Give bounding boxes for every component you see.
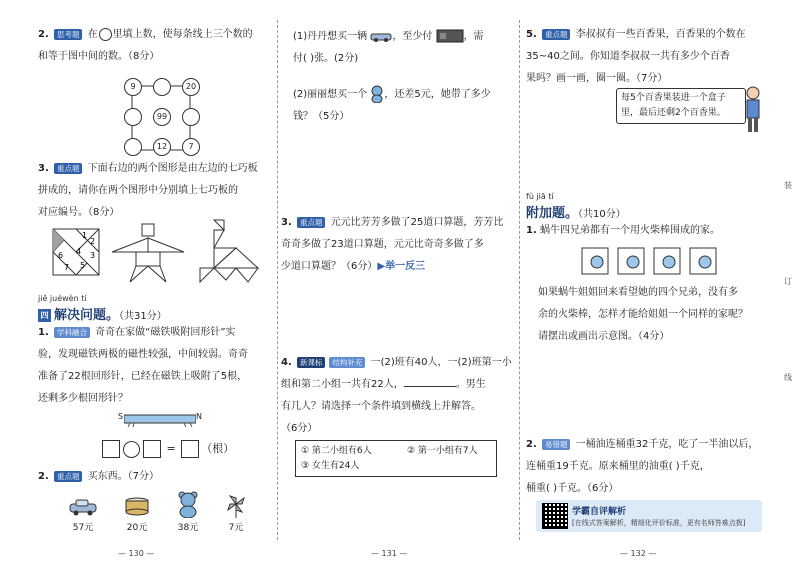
grid-circle-empty bbox=[124, 138, 142, 156]
option-3[interactable]: ③ 女生有24人 bbox=[301, 461, 360, 471]
question-3: 3. 重点题 下面右边的两个图形是由左边的七巧板 拼成的，请你在两个图形中分别填上七巧板的 对应编号。（8分） bbox=[38, 163, 258, 218]
think-tag: 思考题 bbox=[54, 29, 83, 40]
key-tag: 重点题 bbox=[54, 163, 83, 174]
related-practice-link[interactable]: ▶举一反三 bbox=[377, 261, 426, 272]
extra-question-1-body: 如果蜗牛姐姐回来看望她的四个兄弟，没有多 余的火柴棒，怎样才能给姐姐一个同样的家呢？ 请摆出或画出示意图。（4分） bbox=[538, 287, 748, 342]
grid-circle-20: 20 bbox=[182, 78, 200, 96]
price-bear: 38元 bbox=[177, 523, 199, 533]
banknote-icon bbox=[436, 29, 464, 43]
teddy-bear-image bbox=[176, 490, 200, 518]
extra-question-1: 1. 蜗牛四兄弟都有一个用火柴棒围成的家。 bbox=[526, 225, 720, 236]
grid-circle-empty bbox=[182, 108, 200, 126]
page-number: — 130 — bbox=[118, 549, 155, 558]
cross-subject-tag: 学科融合 bbox=[54, 327, 90, 338]
column-divider bbox=[519, 20, 520, 540]
key-tag: 重点题 bbox=[297, 217, 326, 228]
option-1[interactable]: ① 第二小组有6人 bbox=[301, 446, 372, 456]
answer-box[interactable] bbox=[143, 440, 161, 458]
section-heading: 四 解决问题。（共31分） bbox=[38, 304, 167, 323]
question-4-class: 4. 新课标 结构补充 一(2)班有40人，一(2)班第一小 组和第二小组一共有22人， 。男生 有几人？请选择一个条件填到横线上并解答。 （6分） bbox=[281, 357, 512, 434]
operator-circle[interactable] bbox=[123, 441, 140, 458]
pinwheel-image bbox=[226, 494, 246, 518]
speech-bubble: 每5个百香果装进一个盒子 里，最后还剩2个百香果。 bbox=[616, 88, 746, 124]
tangram-num-6: 6 bbox=[58, 251, 64, 260]
equation-row: = （根） bbox=[100, 440, 234, 458]
page-130 bbox=[0, 0, 275, 566]
structure-tag: 结构补充 bbox=[329, 357, 365, 368]
price-drum: 20元 bbox=[126, 523, 148, 533]
tangram-num-2: 2 bbox=[90, 237, 96, 246]
key-tag: 重点题 bbox=[542, 29, 571, 40]
extra-heading: 附加题。（共10分） bbox=[526, 206, 626, 221]
magnet-n-label: N bbox=[196, 412, 202, 421]
error-prone-tag: 易错题 bbox=[542, 439, 571, 450]
condition-blank[interactable] bbox=[404, 386, 456, 387]
grid-circle-9: 9 bbox=[124, 78, 142, 96]
uncle-figure bbox=[744, 86, 762, 134]
page-132 bbox=[522, 0, 800, 566]
extra-question-2: 2. 易错题 一桶油连桶重32千克，吃了一半油以后， 连桶重19千克。原来桶里的油重( )千克， 桶重( )千克。（6分） bbox=[526, 439, 759, 494]
binding-mark: 线 bbox=[784, 373, 792, 382]
section-pinyin: jiě juéwèn tí bbox=[38, 294, 87, 303]
tangram-num-5: 5 bbox=[80, 261, 86, 270]
question-1-magnet: 1. 学科融合 奇奇在家做“磁铁吸附回形针”实 验，发现磁铁两极的磁性较强，中间较弱。奇奇 准备了22根回形针，已经在磁铁上吸附了5根， 还剩多少根回形针？ bbox=[38, 327, 248, 404]
new-standard-tag: 新课标 bbox=[297, 357, 326, 368]
question-3-mental-math: 3. 重点题 元元比芳芳多做了25道口算题，芳芳比 奇奇多做了23道口算题，元元比奇奇多做了多 少道口算题？（6分）▶举一反三 bbox=[281, 217, 504, 272]
tangram-num-3: 3 bbox=[90, 251, 96, 260]
grid-circle-7: 7 bbox=[182, 138, 200, 156]
question-1-part-2: (2)丽丽想买一个 ，还差5元，她带了多少 钱？（5分） bbox=[293, 84, 519, 128]
question-2-shopping: 2. 重点题 买东西。（7分） bbox=[38, 471, 160, 482]
drum-image bbox=[124, 496, 150, 516]
column-divider bbox=[277, 20, 278, 540]
teddy-bear-icon bbox=[370, 85, 384, 103]
self-assessment-title: 学霸自评解析 bbox=[572, 507, 627, 517]
magnet-s-label: S bbox=[118, 412, 124, 421]
toy-car-image bbox=[68, 498, 98, 516]
grid-circle-99: 99 bbox=[153, 108, 171, 126]
answer-box[interactable] bbox=[102, 440, 120, 458]
question-2: 2. 思考题 在 里填上数，使每条线上三个数的 和等于图中间的数。（8分） bbox=[38, 29, 253, 62]
question-5-passion-fruit: 5. 重点题 李叔叔有一些百香果，百香果的个数在 35~40之间。你知道李叔叔一共有多少个百香 果吗？画一画，圈一圈。（7分） bbox=[526, 29, 746, 84]
circle-blank bbox=[99, 28, 112, 41]
snail-houses bbox=[580, 246, 720, 276]
price-pinwheel: 7元 bbox=[228, 523, 244, 533]
page-number: — 132 — bbox=[620, 549, 657, 558]
page-number: — 131 — bbox=[371, 549, 408, 558]
toy-car-icon bbox=[370, 30, 392, 42]
answer-box[interactable] bbox=[181, 440, 199, 458]
self-assessment-subtitle: [在线式答案解析，精细化评价标准，更有名师答难点拨] bbox=[572, 519, 746, 527]
section-badge: 四 bbox=[38, 309, 51, 322]
tangram-num-1: 1 bbox=[82, 231, 88, 240]
tangram-person-figure bbox=[108, 222, 188, 284]
binding-mark: 装 bbox=[784, 181, 792, 190]
option-2[interactable]: ② 第一小组有7人 bbox=[407, 446, 478, 456]
grid-circle-empty bbox=[153, 78, 171, 96]
magnet-bar bbox=[124, 412, 196, 428]
grid-circle-12: 12 bbox=[153, 138, 171, 156]
tangram-num-7: 7 bbox=[64, 263, 70, 272]
tangram-bird-figure bbox=[196, 218, 266, 284]
key-tag: 重点题 bbox=[54, 471, 83, 482]
binding-mark: 订 bbox=[784, 277, 792, 286]
grid-circle-empty bbox=[124, 108, 142, 126]
tangram-num-4: 4 bbox=[76, 247, 82, 256]
extra-pinyin: fù jiā tí bbox=[526, 192, 554, 201]
qr-code[interactable] bbox=[542, 503, 568, 529]
question-1-part-1: (1)丹丹想买一辆 ，至少付 ，需 付( )张。(2分) bbox=[293, 31, 484, 64]
price-car: 57元 bbox=[72, 523, 94, 533]
page-131 bbox=[279, 0, 517, 566]
tangram-square bbox=[52, 228, 102, 280]
